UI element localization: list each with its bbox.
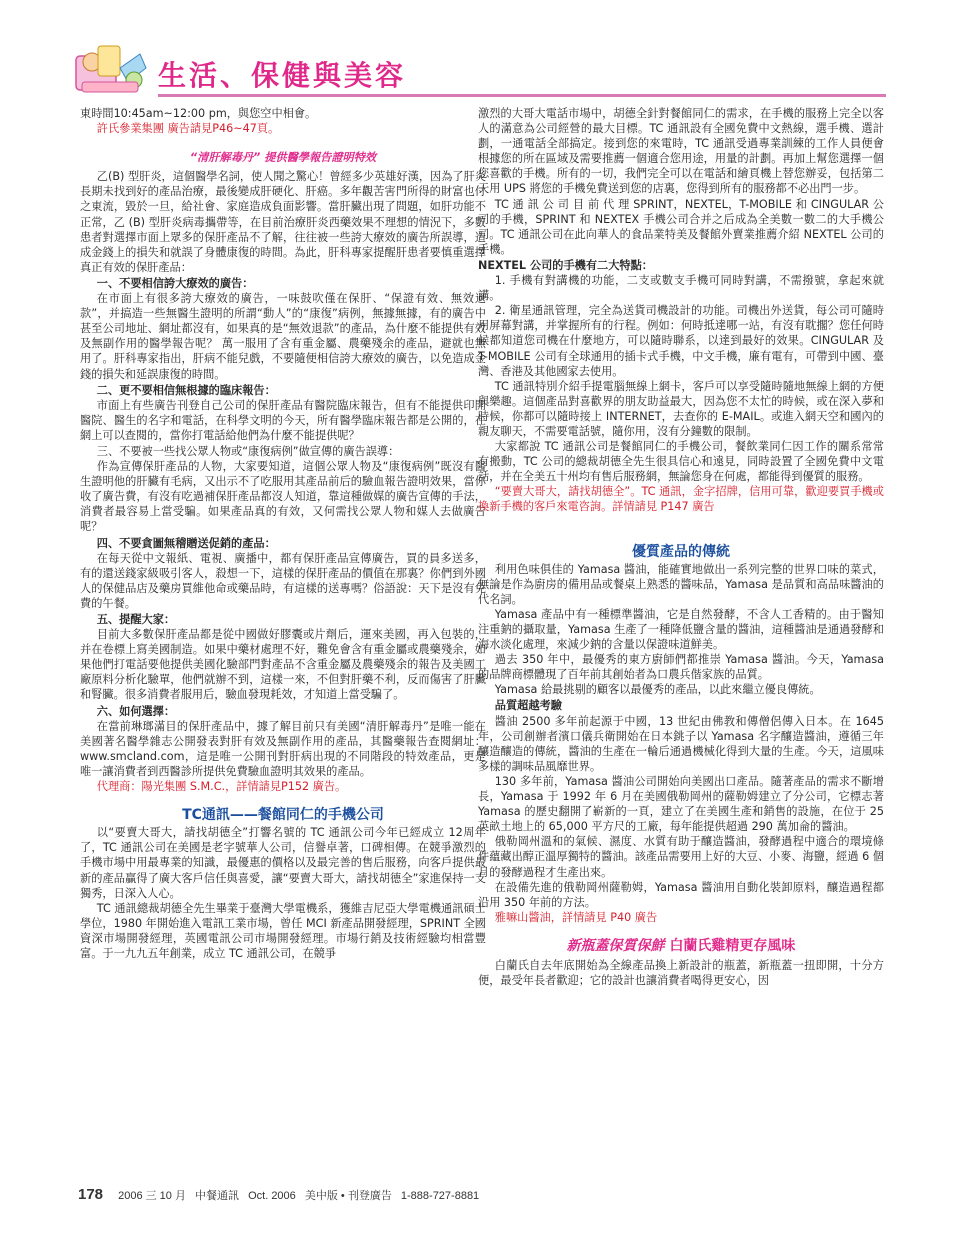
footer-date: 2006 三 10 月 bbox=[118, 1190, 186, 1202]
footer-date-en: Oct. 2006 bbox=[248, 1190, 296, 1202]
footer-magazine: 中餐通訊 bbox=[195, 1190, 240, 1202]
left-column bbox=[80, 106, 486, 961]
paragraph: 2. 衛星通訊管理，完全為送貨司機設計的功能。司機出外送貨，每公司可隨時用屏幕對講，并掌握所有的行程。例如：何時抵達哪一站，有沒有耽擱？您任何時候都知道您司機在什麼地方，可以隨時聯系，以達到最好的效果。CINGULAR 及 T-MOBILE 公司有全球通用的插卡式手機，中文手機，廉有電有，可帶到中國、臺灣、香港及其他國家去使用。 bbox=[478, 304, 884, 378]
article-title: TC通訊——餐館同仁的手機公司 bbox=[182, 807, 384, 824]
right-column bbox=[478, 106, 884, 988]
article-title bbox=[80, 150, 486, 165]
paragraph: 在市面上有很多誇大療效的廣告，一味鼓吹僅在保肝、“保證有效、無效退款”，并搞造一些無醫生證明的所謂“動人”的“康復”病例，無據無據，有的廣告中甚至公司地址、網址都沒有，如果真的是“無效退款”的產品，為什麼不能提供有效及無副作用的醫學報告呢？ 萬一服用了含有重金屬、農藥殘余的產品，避就也無用了。肝科專家指出，肝病不能兒戲，不要隨便相信誇大療效的廣告，以免造成金錢的損失和延誤康復的時間。 bbox=[80, 292, 486, 381]
paragraph: 乙(B) 型肝炎，這個醫學名詞，使人聞之驚心！曾經多少英雄好漢，因為了肝炎長期未找到好的產品治療，最後變成肝硬化、肝癌。多年觀苦害門所得的財富也付之東流，毀於一旦，給社會、家庭造成負面影響。當肝臟出現了問題，如肝功能不正常，乙 (B) 型肝炎病毒攜帶等，在目前治療肝炎西藥效果不理想的情況下，多數患者對選擇市面上眾多的保肝產品不了解，往往被一些誇大療效的廣告所誤導，造成金錢上的損失和就誤了身體康復的時間。為此，肝科專家提醒肝患者要慎重選擇真正有效的保肝產品： bbox=[80, 170, 486, 274]
subheading: 五、提醒大家： bbox=[96, 613, 176, 626]
intro-line: 東時間10:45am~12:00 pm，與您空中相會。 bbox=[80, 107, 317, 120]
paragraph: TC 通訊特別介紹手提電腦無線上網卡，客戶可以享受隨時隨地無線上網的方便與樂趣。這個產品對喜歡界的朋友助益最大，因為您不太忙的時候，或在深入夢和時候，你都可以隨時接上 INTERNET，去查你的 E-MAIL。或進入網天空和國內的親友聊天，不需要電話號，隨你用，沒有分鐘數的限制。 bbox=[478, 379, 884, 438]
paragraph: 在當前琳瑯滿目的保肝產品中，據了解目前只有美國“清肝解毒丹”是唯一能在美國著名醫學雜志公開發表對肝有效及無副作用的產品，其醫藥報告查閱網址：www.smcland.com，這是唯一公開刊對肝病出現的不同階段的特效產品，更是唯一讓消費者到西醫診所提供免費驗血證明其效果的產品。 bbox=[80, 719, 486, 778]
page-footer bbox=[78, 1186, 485, 1203]
paragraph: 大家都說 TC 通訊公司是餐館同仁的手機公司，餐飲業同仁因工作的關系常常有搬動，TC 公司的總裁胡德全先生很具信心和遠見，同時設置了全國免費中文電話，并在全美五十州均有售后服務網，無論您身在何處，都能得到優質的服務。 bbox=[478, 440, 884, 484]
footer-phone: 1-888-727-8881 bbox=[400, 1190, 480, 1202]
subheading: NEXTEL 公司的手機有二大特點： bbox=[478, 258, 653, 272]
paragraph: 市面上有些廣告刊登自己公司的保肝產品有醫院臨床報告，但有不能提供印開醫院、醫生的名字和電話，在科學文明的今天，所有醫學臨床報告都是公開的，在網上可以查閱的，當你打電話給他們為什麼不能提供呢？ bbox=[80, 398, 486, 442]
page-header bbox=[70, 38, 890, 108]
paragraph: 俄勒岡州溫和的氣候、濕度、水質有助于釀造醬油，發酵過程中適合的環境條件蘊藏出醇正溫厚獨特的醬油。該產品需要用上好的大豆、小麥、海鹽，經過 6 個月的發酵過程才生產出來。 bbox=[478, 835, 884, 879]
ad-reference: 雅嘛山醬油，詳情請見 P40 廣告 bbox=[494, 910, 658, 924]
paragraph: Yamasa 產品中有一種標準醬油，它是自然發酵，不含人工香精的。由于醫知注重鈉的攝取量，Yamasa 生產了一種降低鹽含量的醬油，這種醬油是通過發酵和海水淡化處理，來減少鈉的含量以保證味道鮮美。 bbox=[478, 607, 884, 652]
section-logo-icon bbox=[70, 38, 154, 100]
section-title: 生活、保健與美容 bbox=[158, 59, 407, 92]
subheading: 四、不要貪圖無稽贈送促銷的產品： bbox=[96, 536, 276, 550]
paragraph: 以“要賣大哥大，請找胡德全”打響名號的 TC 通訊公司今年已經成立 12周年了，TC 通訊公司在美國是老字號華人公司，信譽卓著，口碑相傳。在競爭激烈的手機市場中用最專業的知識，最優惠的價格以及最完善的售后服務，向客戶提供最新的產品贏得了廣大客戶信任與喜愛，讓“要賣大哥大，請找胡德全”家進保持一支獨秀，日深入人心。 bbox=[80, 826, 486, 900]
footer-edition: 美中版 • 刊登廣告 bbox=[304, 1190, 392, 1202]
agent-line: 代理商：陽光集團 S.M.C.，詳情請見P152 廣告。 bbox=[96, 780, 347, 794]
paragraph: 1. 手機有對講機的功能，二支或數支手機可同時對講，不需撥號，拿起來就講。 bbox=[478, 274, 884, 303]
paragraph: 作為宣傳保肝產品的人物，大家要知道，這個公眾人物及“康復病例”既沒有醫生證明他的肝臟有毛病，又出示不了吃服用其產品前后的驗血報告證明效果，當你收了廣告費，有沒有吃過補保肝產品都沒人知道，靠這種做媒的廣告宣傳的手法，消費者最容易上當受騙。如果產品真的有效，又何需找公眾人物和媒人去做廣告呢？ bbox=[80, 460, 486, 534]
paragraph: 醬油 2500 多年前起源于中國，13 世紀由佛教和傳僧侶傳入日本。在 1645 年，公司創辦者濱口儀兵衛開始在日本銚子以 Yamasa 名字釀造醬油，遵循三年釀造釀造的傳統，醬油的生產在一輪后通過機械化得到大量的生產。今天，這風味多樣的調味品風靡世界。 bbox=[478, 714, 884, 773]
article-title-claim: 提供醫學報告證明特效 bbox=[264, 151, 377, 165]
page-number: 178 bbox=[78, 1186, 104, 1203]
article-title-part: 新瓶蓋保質保鮮 bbox=[566, 937, 665, 954]
subheading: 品質超越考驗 bbox=[494, 699, 562, 713]
paragraph: Yamasa 給最挑剔的顧客以最優秀的產品，以此來繼立優良傳統。 bbox=[494, 683, 821, 697]
header-rule bbox=[158, 94, 886, 97]
subheading: 三、不要被一些找公眾人物或“康復病例”做宣傳的廣告誤導： bbox=[96, 444, 400, 458]
paragraph: 利用色味俱佳的 Yamasa 醬油，能確實地做出一系列完整的世界口味的菜式，無論是作為廚房的備用品或餐桌上熟悉的醬味品，Yamasa 是品質和高品味醬油的代名詞。 bbox=[478, 562, 884, 606]
subheading: 一、不要相信誇大療效的廣告： bbox=[96, 276, 254, 290]
paragraph: 白蘭氏自去年底開始為全線產品換上新設計的瓶蓋，新瓶蓋一扭即開，十分方便，最受年長者歡迎；它的設計也讓消費者喝得更安心，因 bbox=[478, 958, 884, 988]
article-title: 優質產品的傳統 bbox=[632, 543, 730, 560]
paragraph: 在每天從中文報紙、電視、廣播中，都有保肝產品宣傳廣告，買的員多送多，有的還送錢家級吸引客人，殺想一下，這樣的保肝產品的價值在那裏？你們到外國人的保健品店及藥房買維他命或藥品時，有這樣的送專嗎？俗語說：天下是沒有免費的午餐。 bbox=[80, 551, 486, 610]
paragraph: 目前大多數保肝產品都是從中國做好膠囊或片劑后，運來美國，再入包裝的，并在卷標上寫美國制造。如果中藥材處理不好，難免會含有重金屬或農藥殘余，如果他們打電話要他提供美國化驗部門對產品不含重金屬及農藥殘余的報告及美國工廠原料分析化驗單，他們就辦不到，這樣一來，不但對肝藥不利，反而傷害了肝臟和腎臟。很多消費者服用后，驗血發現耗效，才知道上當受騙了。 bbox=[80, 628, 486, 702]
ad-reference: “要賣大哥大，請找胡德全”。TC 通訊，金字招牌，信用可靠，歡迎要買手機或換新手機的客戶來電咨詢。詳情請見 P147 廣告 bbox=[478, 485, 884, 514]
paragraph: 在設備先進的俄勒岡州薩勒姆，Yamasa 醬油用自動化裝卸原料，釀造過程都沿用 350 年前的方法。 bbox=[478, 880, 884, 909]
paragraph: TC 通訊總裁胡德全先生畢業于臺灣大學電機系，獲維吉尼亞大學電機通訊碩士學位，1980 年開始進入電訊工業市場，曾任 MCI 新產品開發經理，SPRINT 全國資深市場開發經理，英國電訊公司市場開發經理。市場行銷及技術經驗均相當豐富。于一九九五年創業，成立 TC 通訊公司，在競爭 bbox=[80, 901, 486, 960]
ad-reference: 許氏參業集團 廣告請見P46~47頁。 bbox=[96, 122, 280, 136]
subheading: 六、如何選擇： bbox=[96, 704, 176, 718]
paragraph: 130 多年前，Yamasa 醬油公司開始向美國出口產品。隨著產品的需求不斷增長，Yamasa 于 1992 年 6 月在美國俄勒岡州的薩勒姆建立了分公司，它標志著 Yamasa 的歷史翻開了嶄新的一頁，建立了在美國生產和銷售的設施，在位于 25 英畝土地上的 65,000 平方尺的工廠，每年能提供超過 290 萬加侖的醬油。 bbox=[478, 774, 884, 834]
article-title-product: “清肝解毒丹” bbox=[189, 151, 261, 165]
subheading: 二、更不要相信無根據的臨床報告： bbox=[96, 383, 276, 397]
article-title bbox=[478, 939, 884, 954]
paragraph: 激烈的大哥大電話市場中，胡德全針對餐館同仁的需求，在手機的服務上完全以客人的滿意為公司經營的最大目標。TC 通訊設有全國免費中文熱線，選手機、選計劃，一通電話全部搞定。接到您的來電時，TC 通訊受過專業訓練的工作人員便會根據您的所在區域及需要推薦一個適合您用途，用量的計劃。再加上幫您選擇一個您喜歡的手機。所有的一切，我們完全可以在電話和繪頁機上替您辦妥，包括第二天用 UPS 將您的手機免費送到您的店裏，您得到所有的服務都不必出門一步。 bbox=[478, 107, 884, 196]
paragraph: TC 通 訊 公 司 目 前 代 理 SPRINT，NEXTEL，T-MOBILE 和 CINGULAR 公司的手機，SPRINT 和 NEXTEX 手機公司合并之后成為全美數一數二的大手機公司。TC 通訊公司在此向華人的食品業特美及餐館外賣業推薦介紹 NEXTEL 公司的手機。 bbox=[478, 197, 884, 256]
article-title-part: 白蘭氏雞精更存風味 bbox=[669, 937, 796, 954]
paragraph: 過去 350 年中，最優秀的東方廚師們都推崇 Yamasa 醬油。今天，Yamasa 的品牌商標體現了百年前其創始者為口農兵偕家族的品質。 bbox=[478, 653, 884, 682]
